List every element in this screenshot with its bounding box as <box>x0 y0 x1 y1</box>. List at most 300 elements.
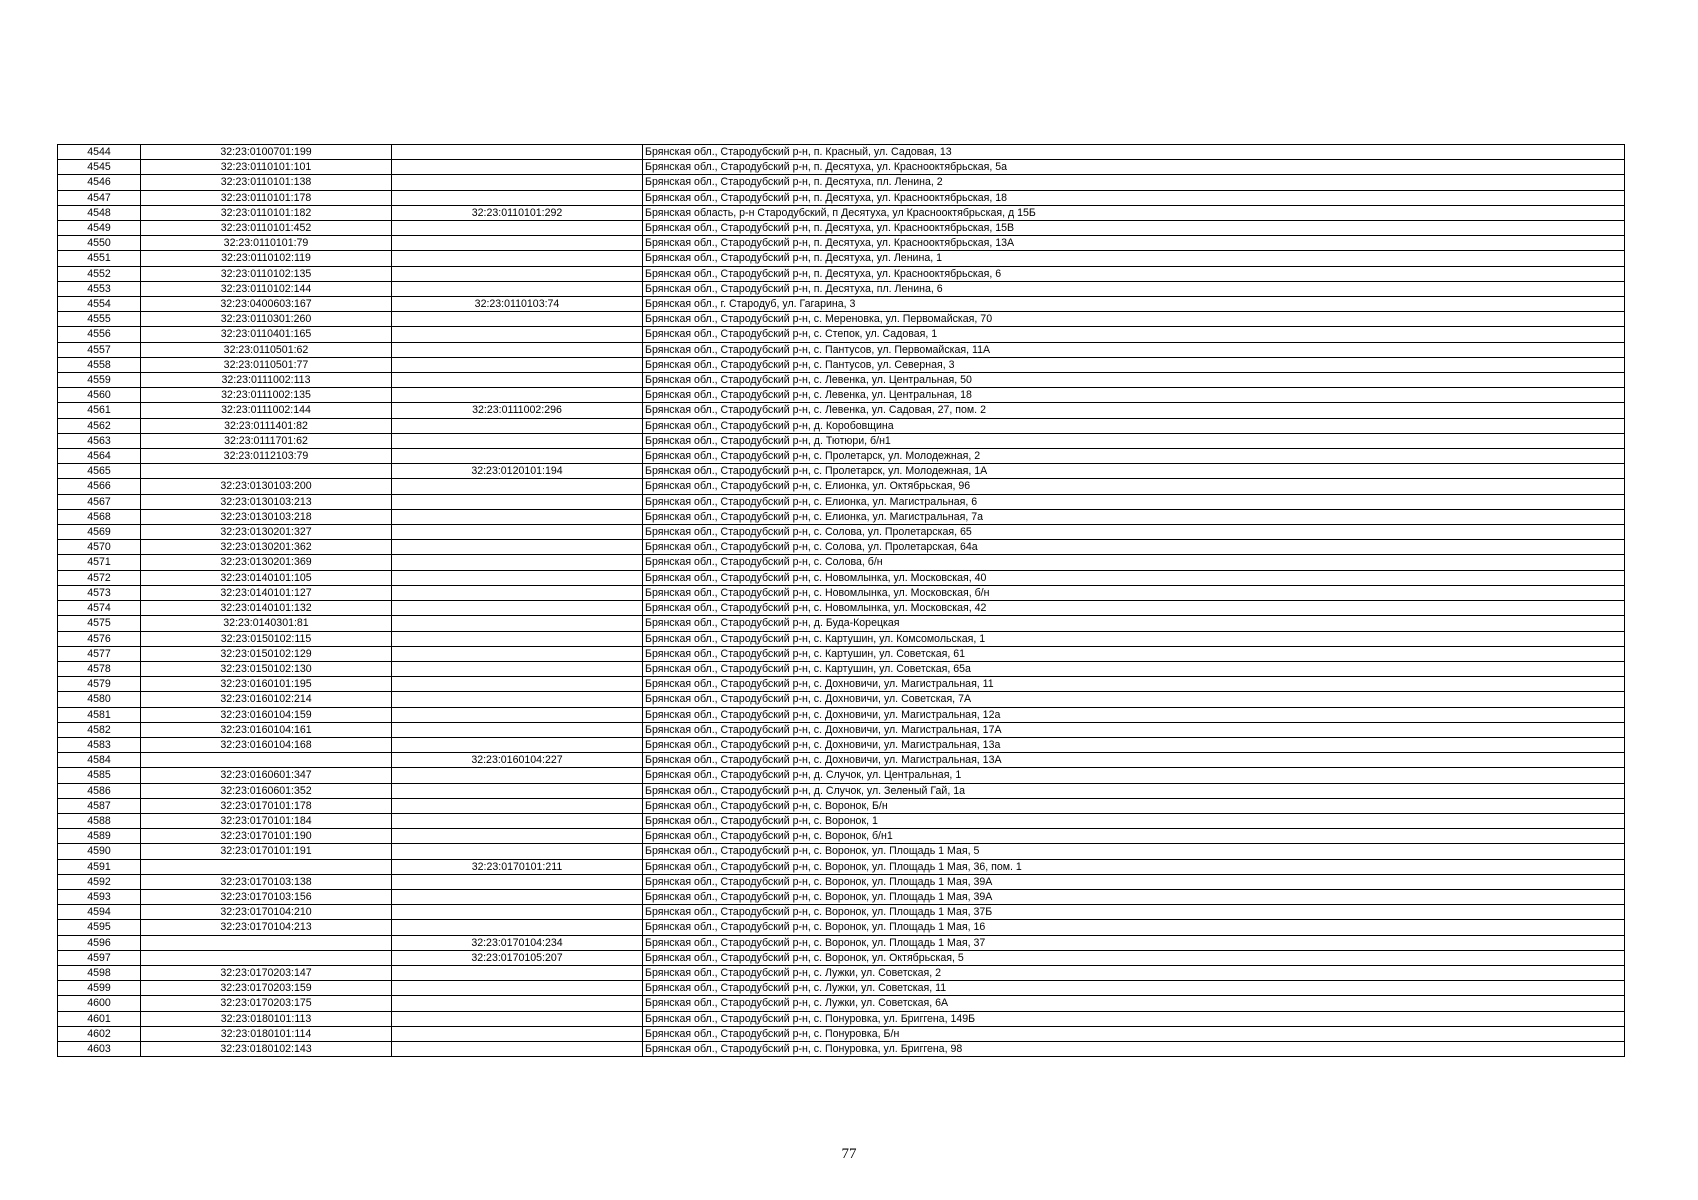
linked-cadastral-number-cell <box>392 707 643 722</box>
cadastral-number-cell: 32:23:0170101:191 <box>141 844 392 859</box>
table-row <box>58 190 1625 205</box>
linked-cadastral-number-cell <box>392 449 643 464</box>
address-cell: Брянская обл., Стародубский р-н, с. Понуровка, ул. Бриггена, 98 <box>643 1041 1625 1056</box>
cadastral-number-cell <box>141 950 392 965</box>
cadastral-number-cell: 32:23:0180102:143 <box>141 1041 392 1056</box>
cadastral-number-cell: 32:23:0111002:144 <box>141 403 392 418</box>
row-number-cell: 4582 <box>58 722 141 737</box>
row-number-cell: 4570 <box>58 540 141 555</box>
table-row <box>58 494 1625 509</box>
cadastral-number-cell <box>141 464 392 479</box>
linked-cadastral-number-cell <box>392 525 643 540</box>
cadastral-number-cell: 32:23:0130103:213 <box>141 494 392 509</box>
linked-cadastral-number-cell <box>392 601 643 616</box>
row-number-cell: 4598 <box>58 965 141 980</box>
cadastral-number-cell: 32:23:0130103:200 <box>141 479 392 494</box>
row-number-cell: 4597 <box>58 950 141 965</box>
address-cell: Брянская обл., Стародубский р-н, с. Пролетарск, ул. Молодежная, 2 <box>643 449 1625 464</box>
linked-cadastral-number-cell <box>392 175 643 190</box>
row-number-cell: 4586 <box>58 783 141 798</box>
table-row <box>58 646 1625 661</box>
table-row <box>58 509 1625 524</box>
address-cell: Брянская обл., Стародубский р-н, с. Елионка, ул. Магистральная, 6 <box>643 494 1625 509</box>
cadastral-number-cell: 32:23:0170104:213 <box>141 920 392 935</box>
cadastral-number-cell: 32:23:0110101:79 <box>141 236 392 251</box>
linked-cadastral-number-cell <box>392 357 643 372</box>
address-cell: Брянская обл., Стародубский р-н, п. Десятуха, пл. Ленина, 2 <box>643 175 1625 190</box>
cadastral-number-cell: 32:23:0160102:214 <box>141 692 392 707</box>
address-cell: Брянская обл., Стародубский р-н, с. Степок, ул. Садовая, 1 <box>643 327 1625 342</box>
address-cell: Брянская обл., Стародубский р-н, с. Мереновка, ул. Первомайская, 70 <box>643 312 1625 327</box>
linked-cadastral-number-cell <box>392 965 643 980</box>
table-row <box>58 631 1625 646</box>
table-row <box>58 737 1625 752</box>
linked-cadastral-number-cell <box>392 1041 643 1056</box>
linked-cadastral-number-cell <box>392 920 643 935</box>
cadastral-number-cell: 32:23:0130201:362 <box>141 540 392 555</box>
linked-cadastral-number-cell <box>392 190 643 205</box>
row-number-cell: 4589 <box>58 829 141 844</box>
row-number-cell: 4596 <box>58 935 141 950</box>
row-number-cell: 4602 <box>58 1026 141 1041</box>
page-number: 77 <box>841 1146 857 1162</box>
table-row <box>58 753 1625 768</box>
cadastral-number-cell: 32:23:0130201:327 <box>141 525 392 540</box>
linked-cadastral-number-cell <box>392 981 643 996</box>
table-row <box>58 920 1625 935</box>
address-cell: Брянская обл., Стародубский р-н, с. Новомлынка, ул. Московская, 40 <box>643 570 1625 585</box>
table-row <box>58 616 1625 631</box>
address-cell: Брянская обл., Стародубский р-н, с. Пролетарск, ул. Молодежная, 1А <box>643 464 1625 479</box>
cadastral-number-cell: 32:23:0110101:452 <box>141 221 392 236</box>
address-cell: Брянская обл., Стародубский р-н, с. Новомлынка, ул. Московская, 42 <box>643 601 1625 616</box>
table-row <box>58 935 1625 950</box>
table-row <box>58 692 1625 707</box>
cadastral-number-cell: 32:23:0110401:165 <box>141 327 392 342</box>
table-row <box>58 160 1625 175</box>
linked-cadastral-number-cell <box>392 722 643 737</box>
cadastral-number-cell <box>141 859 392 874</box>
address-cell: Брянская обл., Стародубский р-н, с. Новомлынка, ул. Московская, б/н <box>643 585 1625 600</box>
linked-cadastral-number-cell <box>392 737 643 752</box>
table-row <box>58 297 1625 312</box>
cadastral-number-cell: 32:23:0150102:115 <box>141 631 392 646</box>
address-cell: Брянская обл., Стародубский р-н, д. Случок, ул. Центральная, 1 <box>643 768 1625 783</box>
linked-cadastral-number-cell <box>392 768 643 783</box>
table-row <box>58 1041 1625 1056</box>
cadastral-number-cell: 32:23:0160104:159 <box>141 707 392 722</box>
row-number-cell: 4580 <box>58 692 141 707</box>
row-number-cell: 4591 <box>58 859 141 874</box>
address-cell: Брянская обл., Стародубский р-н, с. Дохновичи, ул. Магистральная, 12а <box>643 707 1625 722</box>
address-cell: Брянская обл., Стародубский р-н, с. Левенка, ул. Садовая, 27, пом. 2 <box>643 403 1625 418</box>
row-number-cell: 4552 <box>58 266 141 281</box>
address-cell: Брянская обл., Стародубский р-н, с. Солова, ул. Пролетарская, 64а <box>643 540 1625 555</box>
linked-cadastral-number-cell <box>392 661 643 676</box>
address-cell: Брянская обл., г. Стародуб, ул. Гагарина, 3 <box>643 297 1625 312</box>
address-cell: Брянская обл., Стародубский р-н, с. Дохновичи, ул. Магистральная, 13А <box>643 753 1625 768</box>
cadastral-number-cell: 32:23:0160601:347 <box>141 768 392 783</box>
table-row <box>58 449 1625 464</box>
linked-cadastral-number-cell <box>392 646 643 661</box>
row-number-cell: 4584 <box>58 753 141 768</box>
linked-cadastral-number-cell <box>392 342 643 357</box>
table-row <box>58 251 1625 266</box>
linked-cadastral-number-cell <box>392 281 643 296</box>
table-row <box>58 433 1625 448</box>
table-row <box>58 236 1625 251</box>
table-row <box>58 357 1625 372</box>
linked-cadastral-number-cell <box>392 874 643 889</box>
address-cell: Брянская обл., Стародубский р-н, с. Воронок, ул. Октябрьская, 5 <box>643 950 1625 965</box>
linked-cadastral-number-cell: 32:23:0170101:211 <box>392 859 643 874</box>
linked-cadastral-number-cell <box>392 996 643 1011</box>
address-cell: Брянская обл., Стародубский р-н, п. Десятуха, ул. Краснооктябрьская, 5а <box>643 160 1625 175</box>
address-cell: Брянская область, р-н Стародубский, п Десятуха, ул Краснооктябрьская, д 15Б <box>643 205 1625 220</box>
table-row <box>58 859 1625 874</box>
row-number-cell: 4560 <box>58 388 141 403</box>
table-row <box>58 950 1625 965</box>
row-number-cell: 4590 <box>58 844 141 859</box>
row-number-cell: 4549 <box>58 221 141 236</box>
table-row <box>58 175 1625 190</box>
cadastral-number-cell: 32:23:0170203:159 <box>141 981 392 996</box>
linked-cadastral-number-cell <box>392 160 643 175</box>
property-table <box>57 144 1625 1057</box>
row-number-cell: 4547 <box>58 190 141 205</box>
cadastral-number-cell: 32:23:0140101:105 <box>141 570 392 585</box>
address-cell: Брянская обл., Стародубский р-н, с. Лужки, ул. Советская, 2 <box>643 965 1625 980</box>
linked-cadastral-number-cell: 32:23:0111002:296 <box>392 403 643 418</box>
linked-cadastral-number-cell: 32:23:0170104:234 <box>392 935 643 950</box>
address-cell: Брянская обл., Стародубский р-н, с. Дохновичи, ул. Магистральная, 13а <box>643 737 1625 752</box>
linked-cadastral-number-cell <box>392 494 643 509</box>
row-number-cell: 4573 <box>58 585 141 600</box>
address-cell: Брянская обл., Стародубский р-н, с. Картушин, ул. Советская, 65а <box>643 661 1625 676</box>
row-number-cell: 4563 <box>58 433 141 448</box>
cadastral-number-cell: 32:23:0111701:62 <box>141 433 392 448</box>
linked-cadastral-number-cell: 32:23:0120101:194 <box>392 464 643 479</box>
linked-cadastral-number-cell <box>392 221 643 236</box>
row-number-cell: 4585 <box>58 768 141 783</box>
cadastral-number-cell: 32:23:0110101:182 <box>141 205 392 220</box>
cadastral-number-cell: 32:23:0140101:127 <box>141 585 392 600</box>
cadastral-number-cell: 32:23:0110501:77 <box>141 357 392 372</box>
table-row <box>58 464 1625 479</box>
row-number-cell: 4575 <box>58 616 141 631</box>
row-number-cell: 4545 <box>58 160 141 175</box>
linked-cadastral-number-cell: 32:23:0110101:292 <box>392 205 643 220</box>
table-row <box>58 373 1625 388</box>
row-number-cell: 4572 <box>58 570 141 585</box>
address-cell: Брянская обл., Стародубский р-н, с. Воронок, ул. Площадь 1 Мая, 37Б <box>643 905 1625 920</box>
table-row <box>58 221 1625 236</box>
cadastral-number-cell: 32:23:0180101:114 <box>141 1026 392 1041</box>
row-number-cell: 4578 <box>58 661 141 676</box>
row-number-cell: 4569 <box>58 525 141 540</box>
row-number-cell: 4577 <box>58 646 141 661</box>
table-row <box>58 342 1625 357</box>
cadastral-number-cell: 32:23:0170103:156 <box>141 889 392 904</box>
table-row <box>58 722 1625 737</box>
row-number-cell: 4594 <box>58 905 141 920</box>
linked-cadastral-number-cell <box>392 540 643 555</box>
table-row <box>58 707 1625 722</box>
table-row <box>58 905 1625 920</box>
cadastral-number-cell: 32:23:0110101:138 <box>141 175 392 190</box>
row-number-cell: 4546 <box>58 175 141 190</box>
address-cell: Брянская обл., Стародубский р-н, п. Десятуха, пл. Ленина, 6 <box>643 281 1625 296</box>
address-cell: Брянская обл., Стародубский р-н, с. Дохновичи, ул. Магистральная, 11 <box>643 677 1625 692</box>
address-cell: Брянская обл., Стародубский р-н, с. Картушин, ул. Советская, 61 <box>643 646 1625 661</box>
cadastral-number-cell: 32:23:0111002:135 <box>141 388 392 403</box>
address-cell: Брянская обл., Стародубский р-н, с. Левенка, ул. Центральная, 50 <box>643 373 1625 388</box>
row-number-cell: 4555 <box>58 312 141 327</box>
linked-cadastral-number-cell: 32:23:0110103:74 <box>392 297 643 312</box>
row-number-cell: 4581 <box>58 707 141 722</box>
address-cell: Брянская обл., Стародубский р-н, с. Пантусов, ул. Северная, 3 <box>643 357 1625 372</box>
row-number-cell: 4561 <box>58 403 141 418</box>
linked-cadastral-number-cell <box>392 692 643 707</box>
linked-cadastral-number-cell <box>392 327 643 342</box>
table-row <box>58 829 1625 844</box>
table-row <box>58 783 1625 798</box>
row-number-cell: 4593 <box>58 889 141 904</box>
row-number-cell: 4576 <box>58 631 141 646</box>
address-cell: Брянская обл., Стародубский р-н, с. Понуровка, ул. Бриггена, 149Б <box>643 1011 1625 1026</box>
linked-cadastral-number-cell <box>392 631 643 646</box>
linked-cadastral-number-cell <box>392 312 643 327</box>
address-cell: Брянская обл., Стародубский р-н, п. Десятуха, ул. Краснооктябрьская, 18 <box>643 190 1625 205</box>
address-cell: Брянская обл., Стародубский р-н, с. Воронок, ул. Площадь 1 Мая, 39А <box>643 889 1625 904</box>
table-row <box>58 661 1625 676</box>
address-cell: Брянская обл., Стародубский р-н, д. Коробовщина <box>643 418 1625 433</box>
row-number-cell: 4554 <box>58 297 141 312</box>
cadastral-number-cell: 32:23:0160101:195 <box>141 677 392 692</box>
row-number-cell: 4579 <box>58 677 141 692</box>
cadastral-number-cell: 32:23:0130103:218 <box>141 509 392 524</box>
row-number-cell: 4564 <box>58 449 141 464</box>
table-row <box>58 418 1625 433</box>
table-row <box>58 601 1625 616</box>
table-row <box>58 1026 1625 1041</box>
table-row <box>58 585 1625 600</box>
linked-cadastral-number-cell <box>392 266 643 281</box>
address-cell: Брянская обл., Стародубский р-н, с. Елионка, ул. Октябрьская, 96 <box>643 479 1625 494</box>
cadastral-number-cell: 32:23:0110102:135 <box>141 266 392 281</box>
cadastral-number-cell: 32:23:0170101:184 <box>141 813 392 828</box>
row-number-cell: 4568 <box>58 509 141 524</box>
table-row <box>58 570 1625 585</box>
address-cell: Брянская обл., Стародубский р-н, с. Елионка, ул. Магистральная, 7а <box>643 509 1625 524</box>
linked-cadastral-number-cell <box>392 555 643 570</box>
row-number-cell: 4599 <box>58 981 141 996</box>
address-cell: Брянская обл., Стародубский р-н, с. Дохновичи, ул. Советская, 7А <box>643 692 1625 707</box>
cadastral-number-cell <box>141 753 392 768</box>
address-cell: Брянская обл., Стародубский р-н, п. Десятуха, ул. Краснооктябрьская, 15В <box>643 221 1625 236</box>
linked-cadastral-number-cell <box>392 236 643 251</box>
row-number-cell: 4567 <box>58 494 141 509</box>
address-cell: Брянская обл., Стародубский р-н, с. Воронок, 1 <box>643 813 1625 828</box>
row-number-cell: 4551 <box>58 251 141 266</box>
table-row <box>58 327 1625 342</box>
linked-cadastral-number-cell <box>392 585 643 600</box>
table-row <box>58 403 1625 418</box>
cadastral-number-cell: 32:23:0160104:161 <box>141 722 392 737</box>
cadastral-number-cell: 32:23:0110101:178 <box>141 190 392 205</box>
table-row <box>58 889 1625 904</box>
row-number-cell: 4544 <box>58 145 141 160</box>
cadastral-number-cell: 32:23:0400603:167 <box>141 297 392 312</box>
cadastral-number-cell: 32:23:0110301:260 <box>141 312 392 327</box>
cadastral-number-cell: 32:23:0160104:168 <box>141 737 392 752</box>
linked-cadastral-number-cell <box>392 1011 643 1026</box>
cadastral-number-cell: 32:23:0111401:82 <box>141 418 392 433</box>
row-number-cell: 4603 <box>58 1041 141 1056</box>
address-cell: Брянская обл., Стародубский р-н, с. Лужки, ул. Советская, 6А <box>643 996 1625 1011</box>
linked-cadastral-number-cell <box>392 889 643 904</box>
linked-cadastral-number-cell <box>392 798 643 813</box>
table-row <box>58 388 1625 403</box>
cadastral-number-cell: 32:23:0110102:144 <box>141 281 392 296</box>
cadastral-number-cell: 32:23:0111002:113 <box>141 373 392 388</box>
address-cell: Брянская обл., Стародубский р-н, с. Понуровка, Б/н <box>643 1026 1625 1041</box>
linked-cadastral-number-cell <box>392 570 643 585</box>
row-number-cell: 4556 <box>58 327 141 342</box>
table-row <box>58 205 1625 220</box>
cadastral-number-cell: 32:23:0130201:369 <box>141 555 392 570</box>
address-cell: Брянская обл., Стародубский р-н, с. Солова, б/н <box>643 555 1625 570</box>
table-row <box>58 540 1625 555</box>
cadastral-number-cell: 32:23:0160601:352 <box>141 783 392 798</box>
cadastral-number-cell: 32:23:0100701:199 <box>141 145 392 160</box>
row-number-cell: 4565 <box>58 464 141 479</box>
table-row <box>58 266 1625 281</box>
table-row <box>58 312 1625 327</box>
table-row <box>58 479 1625 494</box>
linked-cadastral-number-cell <box>392 1026 643 1041</box>
table-row <box>58 844 1625 859</box>
row-number-cell: 4600 <box>58 996 141 1011</box>
table-row <box>58 965 1625 980</box>
cadastral-number-cell <box>141 935 392 950</box>
row-number-cell: 4574 <box>58 601 141 616</box>
address-cell: Брянская обл., Стародубский р-н, с. Солова, ул. Пролетарская, 65 <box>643 525 1625 540</box>
cadastral-number-cell: 32:23:0170104:210 <box>141 905 392 920</box>
cadastral-number-cell: 32:23:0140301:81 <box>141 616 392 631</box>
address-cell: Брянская обл., Стародубский р-н, с. Воронок, ул. Площадь 1 Мая, 16 <box>643 920 1625 935</box>
linked-cadastral-number-cell <box>392 677 643 692</box>
cadastral-number-cell: 32:23:0110101:101 <box>141 160 392 175</box>
linked-cadastral-number-cell <box>392 844 643 859</box>
linked-cadastral-number-cell <box>392 479 643 494</box>
row-number-cell: 4562 <box>58 418 141 433</box>
cadastral-number-cell: 32:23:0170203:147 <box>141 965 392 980</box>
address-cell: Брянская обл., Стародубский р-н, д. Случок, ул. Зеленый Гай, 1а <box>643 783 1625 798</box>
address-cell: Брянская обл., Стародубский р-н, с. Дохновичи, ул. Магистральная, 17А <box>643 722 1625 737</box>
linked-cadastral-number-cell <box>392 905 643 920</box>
table-row <box>58 281 1625 296</box>
property-table-body <box>58 145 1625 1057</box>
table-row <box>58 813 1625 828</box>
row-number-cell: 4558 <box>58 357 141 372</box>
linked-cadastral-number-cell <box>392 813 643 828</box>
address-cell: Брянская обл., Стародубский р-н, с. Воронок, Б/н <box>643 798 1625 813</box>
table-row <box>58 798 1625 813</box>
cadastral-number-cell: 32:23:0180101:113 <box>141 1011 392 1026</box>
row-number-cell: 4559 <box>58 373 141 388</box>
address-cell: Брянская обл., Стародубский р-н, п. Десятуха, ул. Ленина, 1 <box>643 251 1625 266</box>
address-cell: Брянская обл., Стародубский р-н, с. Воронок, ул. Площадь 1 Мая, 39А <box>643 874 1625 889</box>
table-row <box>58 525 1625 540</box>
row-number-cell: 4588 <box>58 813 141 828</box>
linked-cadastral-number-cell <box>392 433 643 448</box>
row-number-cell: 4550 <box>58 236 141 251</box>
address-cell: Брянская обл., Стародубский р-н, п. Красный, ул. Садовая, 13 <box>643 145 1625 160</box>
cadastral-number-cell: 32:23:0112103:79 <box>141 449 392 464</box>
cadastral-number-cell: 32:23:0140101:132 <box>141 601 392 616</box>
row-number-cell: 4595 <box>58 920 141 935</box>
linked-cadastral-number-cell <box>392 373 643 388</box>
row-number-cell: 4553 <box>58 281 141 296</box>
address-cell: Брянская обл., Стародубский р-н, с. Левенка, ул. Центральная, 18 <box>643 388 1625 403</box>
cadastral-number-cell: 32:23:0110501:62 <box>141 342 392 357</box>
linked-cadastral-number-cell: 32:23:0170105:207 <box>392 950 643 965</box>
table-row <box>58 981 1625 996</box>
table-row <box>58 145 1625 160</box>
address-cell: Брянская обл., Стародубский р-н, с. Воронок, б/н1 <box>643 829 1625 844</box>
row-number-cell: 4592 <box>58 874 141 889</box>
row-number-cell: 4571 <box>58 555 141 570</box>
linked-cadastral-number-cell <box>392 616 643 631</box>
row-number-cell: 4566 <box>58 479 141 494</box>
linked-cadastral-number-cell <box>392 251 643 266</box>
cadastral-number-cell: 32:23:0170203:175 <box>141 996 392 1011</box>
row-number-cell: 4548 <box>58 205 141 220</box>
cadastral-number-cell: 32:23:0150102:129 <box>141 646 392 661</box>
address-cell: Брянская обл., Стародубский р-н, д. Буда-Корецкая <box>643 616 1625 631</box>
address-cell: Брянская обл., Стародубский р-н, с. Пантусов, ул. Первомайская, 11А <box>643 342 1625 357</box>
table-row <box>58 677 1625 692</box>
table-row <box>58 768 1625 783</box>
address-cell: Брянская обл., Стародубский р-н, с. Картушин, ул. Комсомольская, 1 <box>643 631 1625 646</box>
linked-cadastral-number-cell <box>392 509 643 524</box>
linked-cadastral-number-cell <box>392 783 643 798</box>
row-number-cell: 4583 <box>58 737 141 752</box>
cadastral-number-cell: 32:23:0170103:138 <box>141 874 392 889</box>
cadastral-number-cell: 32:23:0110102:119 <box>141 251 392 266</box>
table-row <box>58 555 1625 570</box>
address-cell: Брянская обл., Стародубский р-н, п. Десятуха, ул. Краснооктябрьская, 6 <box>643 266 1625 281</box>
linked-cadastral-number-cell <box>392 145 643 160</box>
cadastral-number-cell: 32:23:0170101:190 <box>141 829 392 844</box>
table-row <box>58 874 1625 889</box>
row-number-cell: 4557 <box>58 342 141 357</box>
cadastral-number-cell: 32:23:0170101:178 <box>141 798 392 813</box>
linked-cadastral-number-cell <box>392 418 643 433</box>
address-cell: Брянская обл., Стародубский р-н, с. Воронок, ул. Площадь 1 Мая, 37 <box>643 935 1625 950</box>
linked-cadastral-number-cell <box>392 829 643 844</box>
row-number-cell: 4601 <box>58 1011 141 1026</box>
table-row <box>58 1011 1625 1026</box>
linked-cadastral-number-cell: 32:23:0160104:227 <box>392 753 643 768</box>
row-number-cell: 4587 <box>58 798 141 813</box>
address-cell: Брянская обл., Стародубский р-н, п. Десятуха, ул. Краснооктябрьская, 13А <box>643 236 1625 251</box>
address-cell: Брянская обл., Стародубский р-н, с. Воронок, ул. Площадь 1 Мая, 36, пом. 1 <box>643 859 1625 874</box>
linked-cadastral-number-cell <box>392 388 643 403</box>
address-cell: Брянская обл., Стародубский р-н, с. Лужки, ул. Советская, 11 <box>643 981 1625 996</box>
cadastral-number-cell: 32:23:0150102:130 <box>141 661 392 676</box>
